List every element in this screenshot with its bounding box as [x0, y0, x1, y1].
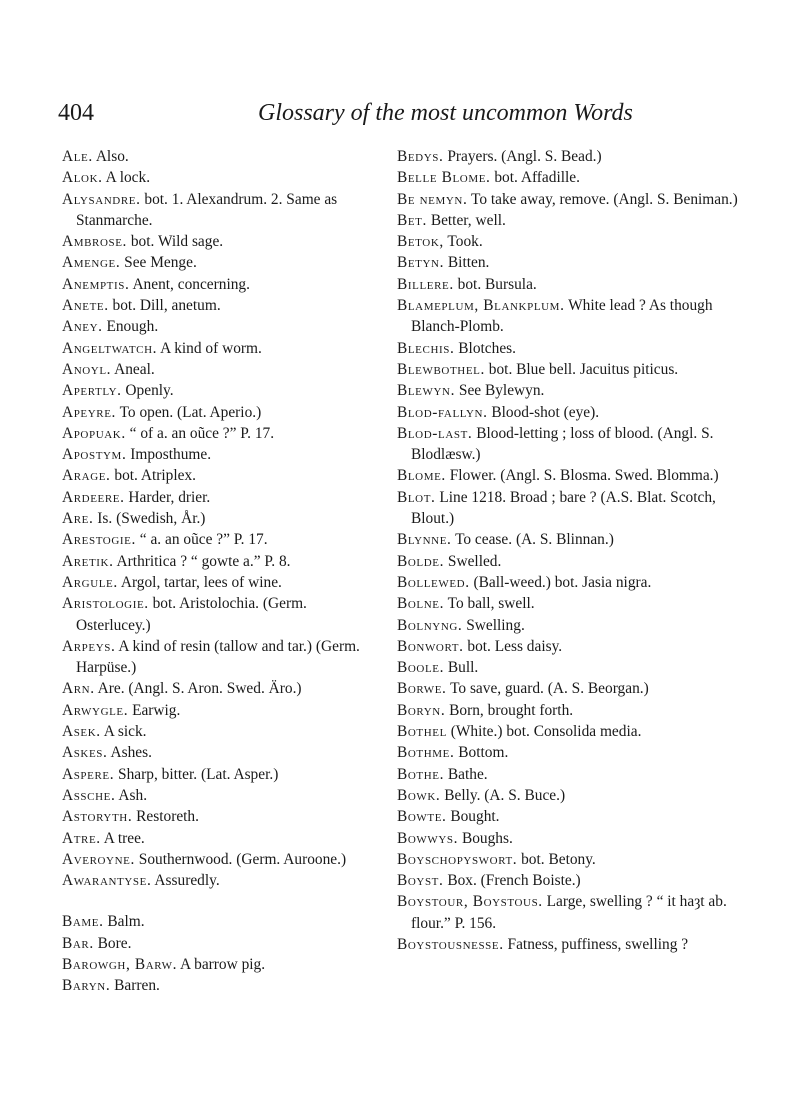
entry-headword: Bolnyng.	[397, 616, 463, 634]
entry-headword: Borwe.	[397, 680, 447, 698]
glossary-entry	[62, 295, 362, 316]
entry-definition: bot. 1. Alexandrum. 2. Same as Stanmarche.	[76, 190, 338, 229]
entry-definition: To ball, swell.	[447, 595, 535, 613]
entry-definition: Line 1218. Broad ; bare ? (A.S. Blat. Scotch, Blout.)	[411, 488, 716, 528]
entry-definition: Are. (Angl. S. Aron. Swed. Äro.)	[97, 680, 302, 698]
entry-headword: Amenge.	[62, 254, 121, 272]
entry-headword: Anete.	[62, 297, 109, 315]
glossary-entry	[397, 742, 749, 763]
glossary-entry	[62, 828, 362, 849]
glossary-entry	[397, 849, 749, 870]
glossary-entry	[397, 934, 749, 955]
entry-definition: Sharp, bitter. (Lat. Asper.)	[118, 765, 279, 783]
glossary-entry	[397, 678, 749, 699]
glossary-entry	[397, 252, 749, 273]
entry-definition: A tree.	[103, 829, 145, 847]
entry-headword: Boryn.	[397, 701, 446, 719]
entry-definition: To save, guard. (A. S. Beorgan.)	[450, 680, 649, 698]
entry-definition: See Menge.	[124, 254, 197, 272]
glossary-entry	[62, 423, 362, 444]
entry-headword: Aney.	[62, 318, 103, 336]
glossary-entry	[62, 189, 362, 232]
glossary-entry	[62, 678, 362, 699]
title-part2: the most uncommon Words	[375, 100, 633, 126]
entry-headword: Argule.	[62, 573, 118, 591]
entry-definition: Box. (French Boiste.)	[447, 872, 581, 890]
glossary-entry	[62, 764, 362, 785]
entry-headword: Baryn.	[62, 977, 111, 995]
glossary-entry	[62, 508, 362, 529]
glossary-entry	[397, 721, 749, 742]
glossary-entry	[397, 700, 749, 721]
entry-definition: Blotches.	[458, 339, 516, 357]
glossary-entry	[62, 146, 362, 167]
glossary-entry	[397, 636, 749, 657]
entry-definition: Ash.	[118, 786, 148, 804]
title-of: of	[350, 100, 370, 126]
entry-definition: bot. Bursula.	[457, 275, 537, 293]
entry-definition: Ashes.	[110, 744, 152, 762]
entry-definition: Is. (Swedish, År.)	[97, 510, 206, 528]
glossary-entry	[397, 785, 749, 806]
entry-headword: Blot.	[397, 488, 436, 506]
entry-definition: Balm.	[107, 913, 145, 931]
glossary-entry	[62, 721, 362, 742]
entry-definition: White lead ? As though Blanch-Plomb.	[411, 297, 713, 336]
entry-headword: Anemptis.	[62, 275, 130, 293]
entry-definition: To take away, remove. (Angl. S. Beniman.)	[471, 190, 738, 208]
entry-definition: To open. (Lat. Aperio.)	[119, 403, 262, 421]
entry-headword: Assche.	[62, 786, 116, 804]
entry-definition: (White.) bot. Consolida media.	[450, 723, 642, 741]
entry-definition: Born, brought forth.	[449, 701, 574, 719]
entry-headword: Apeyre.	[62, 403, 116, 421]
entry-headword: Askes.	[62, 744, 108, 762]
glossary-entry	[62, 593, 362, 636]
entry-headword: Apostym.	[62, 446, 127, 464]
entry-headword: Blod-fallyn.	[397, 403, 488, 421]
entry-definition: Imposthume.	[130, 446, 212, 464]
glossary-entry	[62, 975, 362, 996]
glossary-entry	[397, 891, 749, 934]
entry-headword: Arage.	[62, 467, 111, 485]
glossary-entry	[397, 828, 749, 849]
entry-definition: A lock.	[105, 169, 151, 187]
entry-definition: A sick.	[103, 723, 147, 741]
entry-headword: Boystour, Boystous.	[397, 893, 543, 911]
entry-headword: Blewyn.	[397, 382, 456, 400]
glossary-entry	[397, 615, 749, 636]
entry-headword: Arpeys.	[62, 637, 116, 655]
entry-headword: Billere.	[397, 275, 454, 293]
entry-definition: Prayers. (Angl. S. Bead.)	[447, 148, 602, 165]
entry-definition: Aneal.	[114, 360, 155, 378]
entry-headword: Ardeere.	[62, 488, 125, 506]
entry-definition: bot. Affadille.	[494, 169, 580, 187]
entry-definition: Bathe.	[447, 765, 488, 783]
entry-definition: Took.	[447, 233, 483, 251]
glossary-entry	[62, 870, 362, 891]
entry-headword: Apertly.	[62, 382, 122, 400]
entry-definition: (Ball-weed.) bot. Jasia nigra.	[473, 573, 652, 591]
entry-headword: Awarantyse.	[62, 872, 152, 890]
glossary-entry	[62, 465, 362, 486]
glossary-entry	[62, 933, 362, 954]
entry-headword: Anoyl.	[62, 360, 112, 378]
entry-definition: bot. Blue bell. Jacuitus piticus.	[488, 360, 679, 378]
entry-definition: “ a. an oũce ?” P. 17.	[139, 531, 268, 549]
entry-definition: Earwig.	[132, 701, 181, 719]
entry-headword: Bothel	[397, 723, 447, 741]
entry-headword: Bothme.	[397, 744, 455, 762]
entry-definition: A kind of resin (tallow and tar.) (Germ. Harpüse.)	[76, 637, 360, 677]
glossary-entry	[397, 380, 749, 401]
entry-definition: Bottom.	[458, 744, 509, 762]
entry-headword: Bar.	[62, 934, 94, 952]
entry-definition: bot. Betony.	[521, 850, 596, 868]
entry-definition: A barrow pig.	[180, 955, 266, 973]
entry-headword: Boystousnesse.	[397, 935, 504, 953]
glossary-entry	[62, 911, 362, 932]
glossary-entry	[62, 849, 362, 870]
entry-headword: Alok.	[62, 169, 103, 187]
glossary-entry	[397, 295, 749, 338]
entry-headword: Alysandre.	[62, 190, 141, 208]
glossary-entry	[62, 316, 362, 337]
glossary-entry	[397, 423, 749, 466]
entry-definition: Better, well.	[430, 211, 506, 229]
glossary-entry	[62, 700, 362, 721]
glossary-entry	[397, 593, 749, 614]
entry-headword: Atre.	[62, 829, 101, 847]
glossary-entry	[62, 551, 362, 572]
entry-definition: Restoreth.	[136, 808, 199, 826]
entry-definition: Blood-shot (eye).	[491, 403, 600, 421]
glossary-entry	[397, 359, 749, 380]
entry-headword: Blynne.	[397, 531, 452, 549]
entry-definition: Boughs.	[461, 829, 513, 847]
entry-headword: Arn.	[62, 680, 95, 698]
entry-headword: Aristologie.	[62, 595, 149, 613]
entry-definition: Southernwood. (Germ. Auroone.)	[138, 850, 347, 868]
entry-headword: Bame.	[62, 913, 104, 931]
entry-definition: bot. Aristolochia. (Germ. Osterlucey.)	[76, 595, 307, 634]
entry-headword: Boyst.	[397, 872, 444, 890]
entry-definition: bot. Less daisy.	[467, 637, 563, 655]
entry-definition: Also.	[95, 148, 129, 165]
entry-headword: Bothe.	[397, 765, 445, 783]
entry-headword: Bedys.	[397, 148, 444, 165]
glossary-entry	[62, 742, 362, 763]
title-part1: Glossary	[258, 100, 345, 126]
entry-headword: Ale.	[62, 148, 93, 165]
entry-headword: Bet.	[397, 211, 427, 229]
entry-headword: Blechis.	[397, 339, 455, 357]
entry-headword: Bowwys.	[397, 829, 459, 847]
entry-headword: Bolde.	[397, 552, 445, 570]
entry-definition: To cease. (A. S. Blinnan.)	[455, 531, 614, 549]
entry-definition: Bore.	[97, 934, 132, 952]
glossary-entry	[62, 806, 362, 827]
entry-definition: Barren.	[114, 977, 160, 995]
entry-headword: Angeltwatch.	[62, 339, 158, 357]
entry-definition: Swelled.	[447, 552, 502, 570]
glossary-entry	[62, 359, 362, 380]
glossary-entry	[62, 444, 362, 465]
entry-definition: Belly. (A. S. Buce.)	[444, 786, 566, 804]
entry-definition: Large, swelling ? “ it haȝt ab. flour.” P. 156.	[411, 893, 727, 932]
entry-headword: Bowte.	[397, 808, 447, 826]
glossary-entry	[397, 274, 749, 295]
glossary-entry	[397, 657, 749, 678]
entry-headword: Betok,	[397, 233, 444, 251]
glossary-entry	[397, 806, 749, 827]
entry-headword: Apopuak.	[62, 424, 126, 442]
entry-headword: Boyschopyswort.	[397, 850, 518, 868]
entry-headword: Boole.	[397, 659, 445, 677]
entry-headword: Ambrose.	[62, 233, 127, 251]
entry-headword: Arwygle.	[62, 701, 129, 719]
glossary-entry	[62, 487, 362, 508]
glossary-entry	[397, 529, 749, 550]
entry-headword: Averoyne.	[62, 850, 135, 868]
glossary-entry	[397, 402, 749, 423]
entry-headword: Belle Blome.	[397, 169, 491, 187]
page-number: 404	[58, 100, 94, 126]
entry-definition: Assuredly.	[154, 872, 220, 890]
glossary-entry	[62, 274, 362, 295]
entry-headword: Blewbothel.	[397, 360, 485, 378]
entry-definition: Harder, drier.	[128, 488, 211, 506]
glossary-entry	[62, 167, 362, 188]
glossary-entry	[62, 529, 362, 550]
entry-headword: Aretik.	[62, 552, 114, 570]
glossary-entry	[397, 870, 749, 891]
entry-headword: Be nemyn.	[397, 190, 468, 208]
entry-headword: Arestogie.	[62, 531, 136, 549]
glossary-entry	[62, 954, 362, 975]
entry-headword: Bolne.	[397, 595, 445, 613]
entry-headword: Are.	[62, 510, 94, 528]
glossary-left-column	[62, 146, 362, 997]
entry-definition: Anent, concerning.	[132, 275, 250, 293]
entry-definition: Bought.	[450, 808, 500, 826]
glossary-entry	[62, 636, 362, 679]
entry-headword: Blod-last.	[397, 424, 473, 442]
glossary-entry	[397, 338, 749, 359]
glossary-entry	[397, 465, 749, 486]
entry-definition: “ of a. an oũce ?” P. 17.	[129, 424, 275, 442]
entry-headword: Asek.	[62, 723, 101, 741]
entry-definition: Swelling.	[466, 616, 525, 634]
glossary-entry	[397, 231, 749, 252]
glossary-entry	[397, 210, 749, 231]
glossary-entry	[397, 167, 749, 188]
glossary-entry	[62, 231, 362, 252]
glossary-entry	[397, 764, 749, 785]
entry-headword: Bollewed.	[397, 573, 470, 591]
glossary-entry	[397, 572, 749, 593]
glossary-entry	[397, 146, 749, 167]
entry-headword: Blome.	[397, 467, 446, 485]
glossary-right-column	[397, 146, 749, 955]
entry-definition: Arthritica ? “ gowte a.” P. 8.	[116, 552, 291, 570]
entry-definition: Fatness, puffiness, swelling ?	[507, 935, 689, 953]
glossary-entry	[397, 189, 749, 210]
entry-definition: Enough.	[106, 318, 159, 336]
entry-headword: Astoryth.	[62, 808, 133, 826]
entry-definition: Bull.	[447, 659, 479, 677]
entry-definition: Openly.	[125, 382, 174, 400]
glossary-entry	[62, 338, 362, 359]
entry-headword: Aspere.	[62, 765, 115, 783]
running-title	[258, 100, 633, 127]
entry-headword: Bowk.	[397, 786, 441, 804]
entry-definition: bot. Atriplex.	[114, 467, 197, 485]
entry-headword: Bonwort.	[397, 637, 464, 655]
glossary-entry	[62, 572, 362, 593]
entry-definition: Flower. (Angl. S. Blosma. Swed. Blomma.)	[449, 467, 719, 485]
entry-definition: Argol, tartar, lees of wine.	[120, 573, 282, 591]
entry-headword: Blameplum, Blankplum.	[397, 297, 565, 315]
entry-headword: Barowgh, Barw.	[62, 955, 178, 973]
glossary-entry	[397, 487, 749, 530]
entry-definition: A kind of worm.	[160, 339, 262, 357]
entry-definition: Blood-letting ; loss of blood. (Angl. S. Blodlæsw.)	[411, 424, 714, 464]
glossary-entry	[62, 785, 362, 806]
entry-headword: Betyn.	[397, 254, 445, 272]
entry-definition: Bitten.	[447, 254, 490, 272]
glossary-entry	[62, 380, 362, 401]
glossary-entry	[397, 551, 749, 572]
entry-definition: bot. Dill, anetum.	[112, 297, 221, 315]
glossary-entry	[62, 252, 362, 273]
glossary-entry	[62, 402, 362, 423]
entry-definition: See Bylewyn.	[458, 382, 545, 400]
entry-definition: bot. Wild sage.	[130, 233, 224, 251]
page-header	[58, 100, 748, 130]
